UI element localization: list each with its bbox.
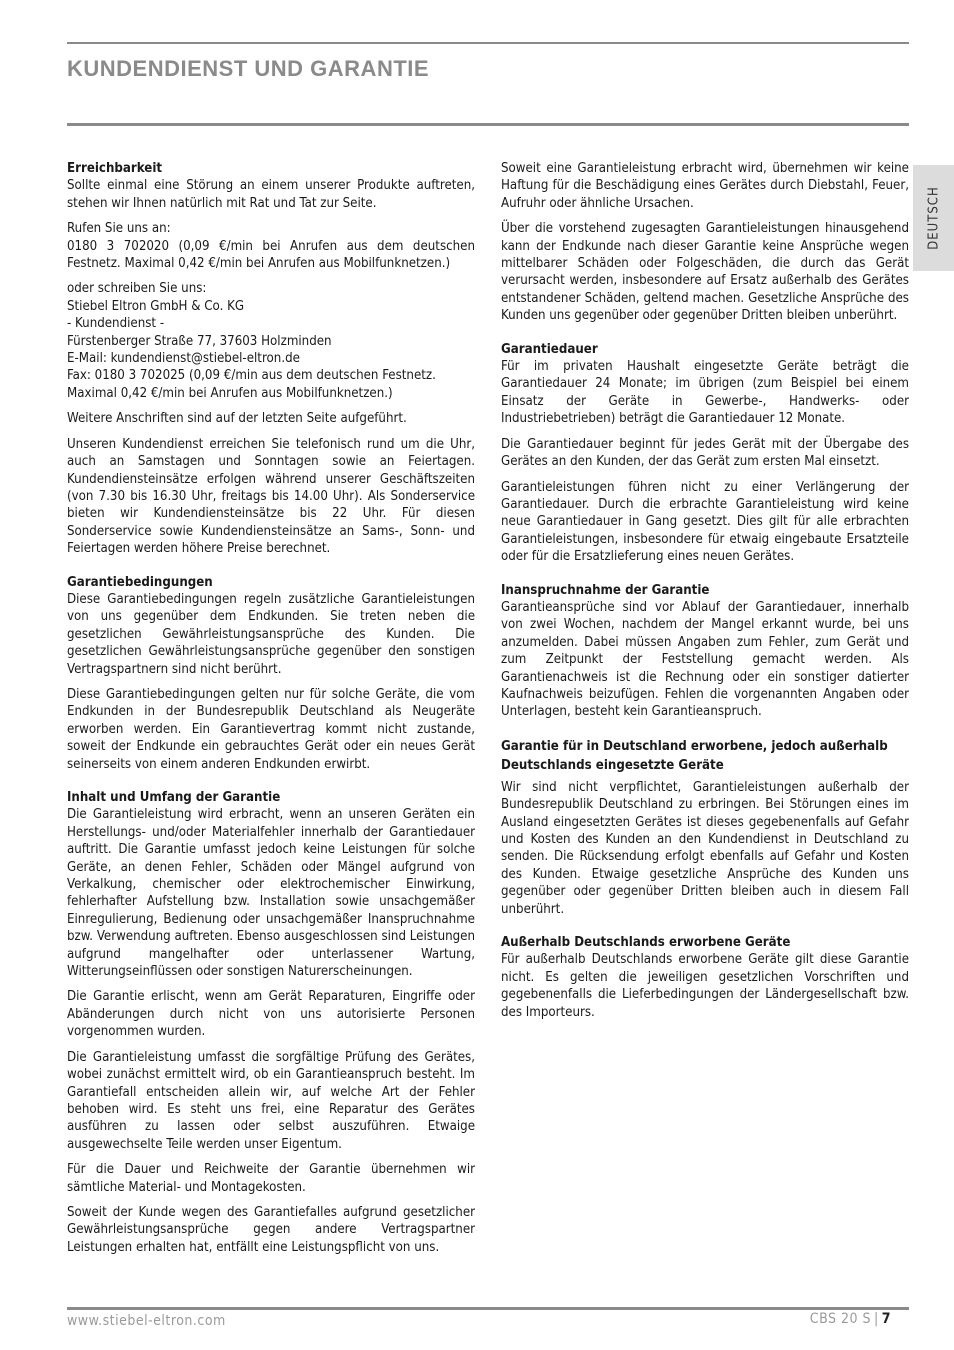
footer-model-page bbox=[810, 1311, 891, 1327]
paragraph: Für außerhalb Deutschlands erworbene Geräte gilt diese Garantie nicht. Es gelten die jeweiligen gesetzlichen Vorschriften und gegebenenfalls die Lieferbedingungen der Ländergesellschaft bzw. des Importeurs. bbox=[501, 952, 909, 1020]
paragraph: Die Garantiedauer beginnt für jedes Gerät mit der Übergabe des Gerätes an den Kunden, der das Gerät zum ersten Mal einsetzt. bbox=[501, 436, 909, 470]
fax-number: Fax: 0180 3 702025 (0,09 €/min aus dem deutschen Festnetz. Maximal 0,42 €/min bei Anrufen aus Mobilfunknetzen.) bbox=[67, 368, 436, 401]
section-heading-erreichbarkeit: Erreichbarkeit bbox=[67, 161, 163, 176]
department: - Kundendienst - bbox=[67, 316, 165, 332]
section-heading-garantiedauer: Garantiedauer bbox=[501, 341, 598, 357]
company-name: Stiebel Eltron GmbH & Co. KG bbox=[67, 298, 245, 314]
address-intro: oder schreiben Sie uns: bbox=[67, 281, 207, 297]
email-address: E-Mail: kundendienst@stiebel-eltron.de bbox=[67, 351, 300, 367]
paragraph: Sollte einmal eine Störung an einem unserer Produkte auftreten, stehen wir Ihnen natürlich mit Rat und Tat zur Seite. bbox=[67, 178, 475, 211]
language-tab-label: DEUTSCH bbox=[926, 186, 941, 250]
language-tab bbox=[913, 165, 954, 271]
paragraph: Über die vorstehend zugesagten Garantieleistungen hinausgehend kann der Endkunde nach dieser Garantie keine Ansprüche wegen mittelbarer Schäden oder Folgeschäden, die durch das Gerät verursacht werden, insbesondere auf Ersatz außerhalb des Gerätes entstandener Schäden, geltend machen. Gesetzliche Ansprüche des Kunden uns gegenüber oder gegenüber Dritten bleiben unberührt. bbox=[501, 221, 909, 324]
paragraph: Soweit eine Garantieleistung erbracht wird, übernehmen wir keine Haftung für die Beschädigung eines Gerätes durch Diebstahl, Feuer, Aufruhr oder ähnliche Ursachen. bbox=[501, 161, 909, 211]
page-number: 7 bbox=[881, 1311, 891, 1327]
model-name: CBS 20 S bbox=[809, 1311, 871, 1327]
paragraph: Wir sind nicht verpflichtet, Garantieleistungen außerhalb der Bundesrepublik Deutschland zu erbringen. Bei Störungen eines im Ausland eingesetzten Gerätes ist dieses gegebenenfalls auf Gefahr und Kosten des Kunden an den Kundendienst in Deutschland zu senden. Die Rücksendung erfolgt ebenfalls auf Gefahr und Kosten des Kunden. Etwaige gesetzliche Ansprüche des Kunden uns gegenüber oder gegenüber Dritten bleiben auch in diesem Fall unberührt. bbox=[501, 779, 909, 917]
footer-website-link[interactable]: www.stiebel-eltron.com bbox=[67, 1313, 226, 1329]
street-address: Fürstenberger Straße 77, 37603 Holzminden bbox=[67, 333, 332, 349]
paragraph: Diese Garantiebedingungen regeln zusätzliche Garantieleistungen von uns gegenüber dem Endkunden. Sie treten neben die gesetzlichen Gewährleistungsansprüche des Kunden. Die gesetzlichen Gewährleistungsansprüche gegenüber den sonstigen Vertragspartnern sind nicht berührt. bbox=[67, 591, 475, 677]
section-heading-inanspruchnahme: Inanspruchnahme der Garantie bbox=[501, 582, 710, 598]
paragraph: Garantieansprüche sind vor Ablauf der Garantiedauer, innerhalb von zwei Wochen, nachdem der Mangel erkannt wurde, bei uns anzumelden. Dabei müssen Angaben zum Fehler, zum Gerät und zum Zeitpunkt der Feststellung gemacht werden. Als Garantienachweis ist die Rechnung oder ein sonstiger datierter Kaufnachweis beizufügen. Fehlen die vorgenannten Angaben oder Unterlagen, besteht kein Garantieanspruch. bbox=[501, 599, 909, 720]
phone-number: 0180 3 702020 (0,09 €/min bei Anrufen aus dem deutschen Festnetz. Maximal 0,42 €/min bei Anrufen aus Mobilfunknetzen.) bbox=[67, 238, 475, 272]
paragraph: Diese Garantiebedingungen gelten nur für solche Geräte, die vom Endkunden in der Bundesrepublik Deutschland als Neugeräte erworben werden. Ein Garantievertrag kommt nicht zustande, soweit der Endkunde ein gebrauchtes Gerät oder ein neues Gerät seinerseits von einem anderen Endkunden erwirbt. bbox=[67, 686, 475, 772]
footer-separator: | bbox=[873, 1311, 879, 1327]
section-heading-inhalt-umfang: Inhalt und Umfang der Garantie bbox=[67, 790, 281, 805]
right-column bbox=[501, 160, 909, 1029]
paragraph: Soweit der Kunde wegen des Garantiefalles aufgrund gesetzlicher Gewährleistungsansprüche gegen andere Vertragspartner Leistungen erhalten hat, entfällt eine Leistungspflicht von uns. bbox=[67, 1204, 475, 1255]
paragraph: Für im privaten Haushalt eingesetzte Geräte beträgt die Garantiedauer 24 Monate; im übrigen (zum Beispiel bei einem Einsatz der Geräte in Gewerbe-, Handwerks- oder Industriebetrieben) beträgt die Garantiedauer 12 Monate. bbox=[501, 359, 909, 427]
phone-block bbox=[67, 220, 475, 272]
address-block bbox=[67, 280, 475, 402]
paragraph: Garantieleistungen führen nicht zu einer Verlängerung der Garantiedauer. Durch die erbrachte Garantieleistung wird keine neue Garantiedauer in Gang gesetzt. Dies gilt für alle erbrachten Garantieleistungen, insbesondere für etwaig eingebaute Ersatzteile oder für die Ersatzlieferung eines neuen Gerätes. bbox=[501, 479, 909, 565]
section-heading-ausserhalb: Außerhalb Deutschlands erworbene Geräte bbox=[501, 935, 791, 951]
paragraph: Die Garantieleistung wird erbracht, wenn an unseren Geräten ein Herstellungs- und/oder Materialfehler innerhalb der Garantiedauer auftritt. Die Garantie umfasst jedoch keine Leistungen für solche Geräte, an denen Fehler, Schäden oder Mängel aufgrund von Verkalkung, chemischer oder elektrochemischer Einwirkung, fehlerhafter Aufstellung bzw. Installation sowie unsachgemäßer Einregulierung, Bedienung oder unsachgemäßer Inanspruchnahme bzw. Verwendung auftreten. Ebenso ausgeschlossen sind Leistungen aufgrund mangelhafter oder unterlassener Wartung, Witterungseinflüssen oder sonstigen Naturerscheinungen. bbox=[67, 807, 475, 980]
header-rule-top bbox=[67, 42, 909, 44]
paragraph: Weitere Anschriften sind auf der letzten Seite aufgeführt. bbox=[67, 411, 407, 427]
phone-intro: Rufen Sie uns an: bbox=[67, 221, 171, 237]
section-heading-garantiebedingungen: Garantiebedingungen bbox=[67, 574, 213, 590]
paragraph: Unseren Kundendienst erreichen Sie telefonisch rund um die Uhr, auch an Samstagen und Sonntagen sowie an Feiertagen. Kundendiensteinsätze erfolgen während unserer Geschäftszeiten (von 7.30 bis 16.30 Uhr, freitags bis 14.00 Uhr). Als Sonderservice bieten wir Kundendiensteinsätze bis 22 Uhr. Für diesen Sonderservice sowie Kundendiensteinsätze an Sams-, Sonn- und Feiertagen werden höhere Preise berechnet. bbox=[67, 436, 475, 557]
paragraph: Für die Dauer und Reichweite der Garantie übernehmen wir sämtliche Material- und Montagekosten. bbox=[67, 1162, 475, 1195]
section-heading-deutschland-ausland: Garantie für in Deutschland erworbene, jedoch außerhalb Deutschlands eingesetzte Geräte bbox=[501, 738, 888, 773]
header-rule-bottom bbox=[67, 123, 909, 126]
footer-rule bbox=[67, 1307, 909, 1310]
paragraph: Die Garantie erlischt, wenn am Gerät Reparaturen, Eingriffe oder Abänderungen durch nicht von uns autorisierte Personen vorgenommen wurden. bbox=[67, 989, 475, 1040]
left-column bbox=[67, 160, 475, 1264]
page-title: KUNDENDIENST UND GARANTIE bbox=[67, 56, 430, 81]
paragraph: Die Garantieleistung umfasst die sorgfältige Prüfung des Gerätes, wobei zunächst ermittelt wird, ob ein Garantieanspruch besteht. Im Garantiefall entscheiden allein wir, auf welche Art der Fehler behoben wird. Es steht uns frei, eine Reparatur des Gerätes ausführen zu lassen oder selbst auszuführen. Etwaige ausgewechselte Teile werden unser Eigentum. bbox=[67, 1049, 475, 1152]
